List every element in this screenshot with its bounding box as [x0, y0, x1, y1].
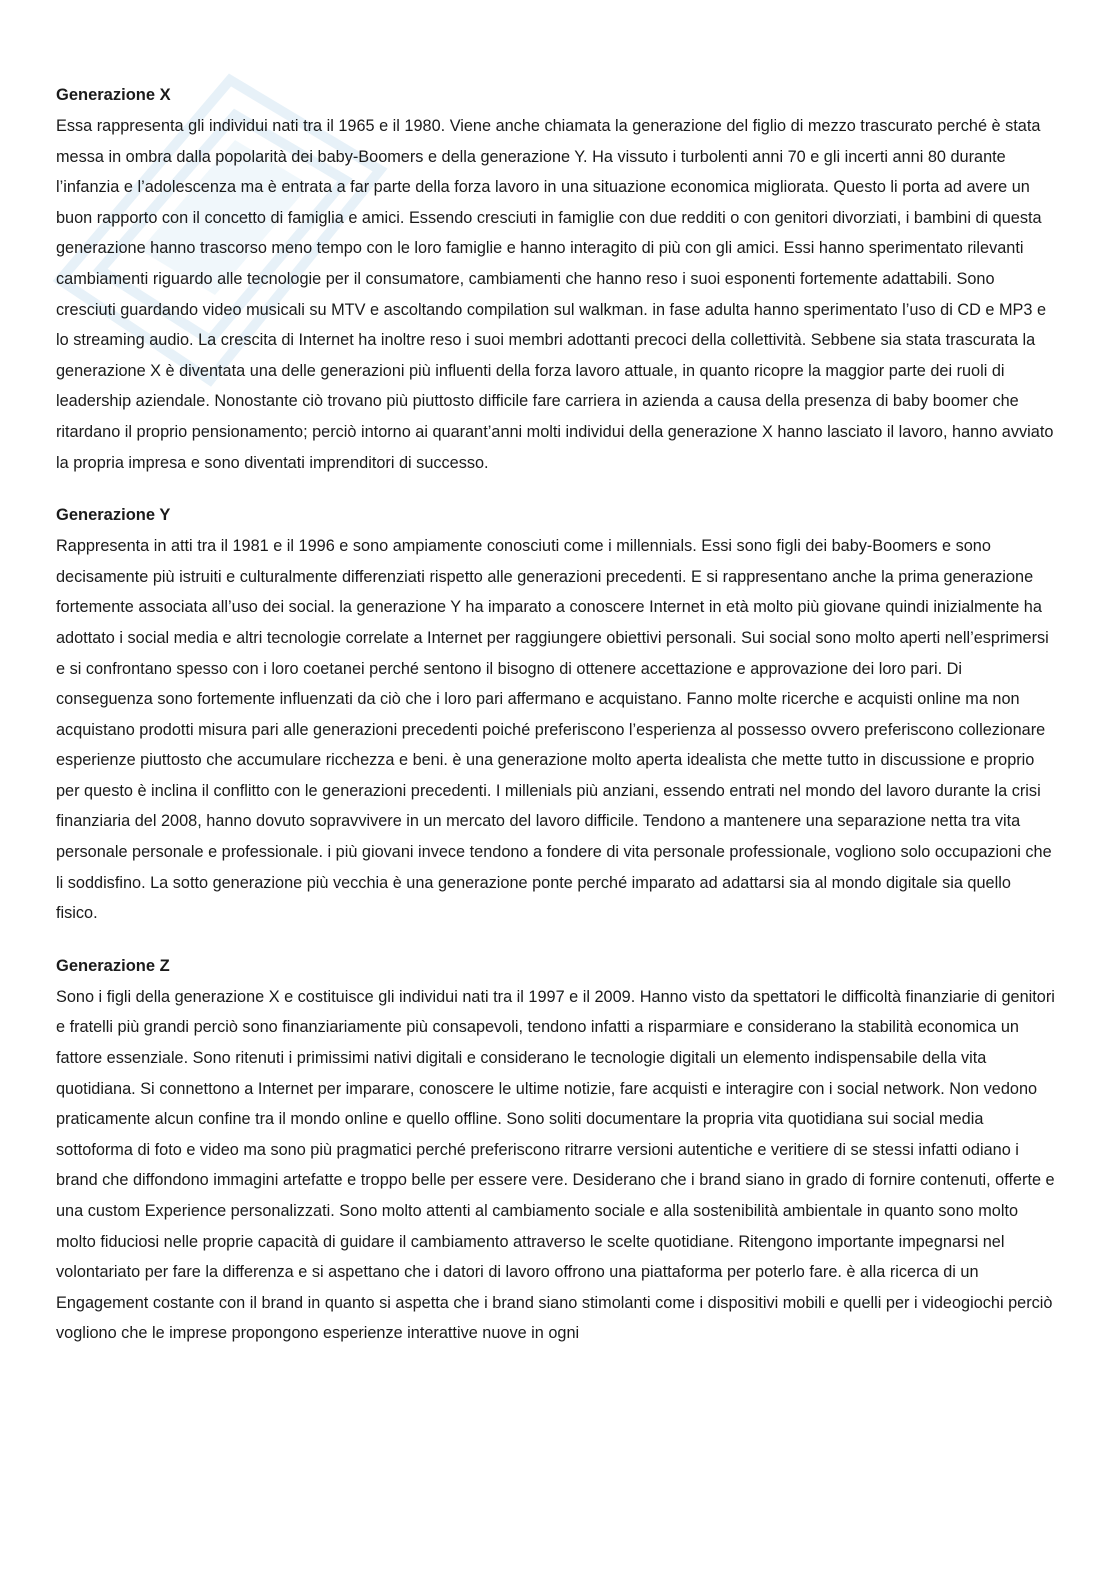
section-heading: Generazione X — [56, 86, 171, 104]
section-body: Sono i figli della generazione X e costituisce gli individui nati tra il 1997 e il 2009. Hanno visto da spettatori le difficoltà finanziarie di genitori e fratelli più grandi perciò sono finanziariamente più consapevoli, tendono infatti a risparmiare e considerano la stabilità economica un fattore essenziale. Sono ritenuti i primissimi nativi digitali e considerano le tecnologie digitali un elemento indispensabile della vita quotidiana. Si connettono a Internet per imparare, conoscere le ultime notizie, fare acquisti e interagire con i social network. Non vedono praticamente alcun confine tra il mondo online e quello offline. Sono soliti documentare la propria vita quotidiana sui social media sottoforma di foto e video ma sono più pragmatici perché preferiscono ritrarre versioni autentiche e veritiere di se stessi infatti odiano i brand che diffondono immagini artefatte e troppo belle per essere vere. Desiderano che i brand siano in grado di fornire contenuti, offerte e una custom Experience personalizzati. Sono molto attenti al cambiamento sociale e alla sostenibilità ambientale in quanto sono molto molto fiduciosi nelle proprie capacità di guidare il cambiamento attraverso le scelte quotidiane. Ritengono importante impegnarsi nel volontariato per fare la differenza e si aspettano che i datori di lavoro offrono una piattaforma per poterlo fare. è alla ricerca di un Engagement costante con il brand in quanto si aspetta che i brand siano stimolanti come i dispositivi mobili e quelli per i videogiochi perciò vogliono che le imprese propongono esperienze interattive nuove in ogni — [56, 987, 1055, 1343]
section-heading: Generazione Z — [56, 956, 170, 975]
section-heading: Generazione Y — [56, 506, 171, 525]
section-generazione-z — [56, 951, 1056, 1349]
section-body: Rappresenta in atti tra il 1981 e il 1996 e sono ampiamente conosciuti come i millennials. Essi sono figli dei baby-Boomers e sono decisamente più istruiti e culturalmente differenziati rispetto alle generazioni precedenti. E si rappresentano anche la prima generazione fortemente associata all’uso dei social. la generazione Y ha imparato a conoscere Internet in età molto più giovane quindi inizialmente ha adottato i social media e altri tecnologie correlate a Internet per raggiungere obiettivi personali. Sui social sono molto aperti nell’esprimersi e si confrontano spesso con i loro coetanei perché sentono il bisogno di ottenere accettazione e approvazione dei loro pari. Di conseguenza sono fortemente influenzati da ciò che i loro pari affermano e acquistano. Fanno molte ricerche e acquisti online ma non acquistano prodotti misura pari alle generazioni precedenti poiché preferiscono l’esperienza al possesso ovvero preferiscono collezionare esperienze piuttosto che accumulare ricchezza e beni. è una generazione molto aperta idealista che mette tutto in discussione e proprio per questo è inclina il conflitto con le generazioni precedenti. I millenials più anziani, essendo entrati nel mondo del lavoro durante la crisi finanziaria del 2008, hanno dovuto sopravvivere in un mercato del lavoro difficile. Tendono a mantenere una separazione netta tra vita personale personale e professionale. i più giovani invece tendono a fondere di vita personale professionale, vogliono solo occupazioni che li soddisfino. La sotto generazione più vecchia è una generazione ponte perché imparato ad adattarsi sia al mondo digitale sia quello fisico. — [56, 537, 1052, 923]
section-generazione-x — [56, 80, 1056, 478]
document-page — [56, 80, 1056, 1371]
section-generazione-y — [56, 500, 1056, 929]
section-body: Essa rappresenta gli individui nati tra il 1965 e il 1980. Viene anche chiamata la generazione del figlio di mezzo trascurato perché è stata messa in ombra dalla popolarità dei baby-Boomers e della generazione Y. Ha vissuto i turbolenti anni 70 e gli incerti anni 80 durante l’infanzia e l’adolescenza ma è entrata a far parte della forza lavoro in una situazione economica migliorata. Questo li porta ad avere un buon rapporto con il concetto di famiglia e amici. Essendo cresciuti in famiglie con due redditi o con genitori divorziati, i bambini di questa generazione hanno trascorso meno tempo con le loro famiglie e hanno interagito di più con gli amici. Essi hanno sperimentato rilevanti cambiamenti riguardo alle tecnologie per il consumatore, cambiamenti che hanno reso i suoi esponenti fortemente adattabili. Sono cresciuti guardando video musicali su MTV e ascoltando compilation sul walkman. in fase adulta hanno sperimentato l’uso di CD e MP3 e lo streaming audio. La crescita di Internet ha inoltre reso i suoi membri adottanti precoci della collettività. Sebbene sia stata trascurata la generazione X è diventata una delle generazioni più influenti della forza lavoro attuale, in quanto ricopre la maggior parte dei ruoli di leadership aziendale. Nonostante ciò trovano più piuttosto difficile fare carriera in azienda a causa della presenza di baby boomer che ritardano il proprio pensionamento; perciò intorno ai quarant’anni molti individui della generazione X hanno lasciato il lavoro, hanno avviato la propria impresa e sono diventati imprenditori di successo. — [56, 117, 1054, 472]
